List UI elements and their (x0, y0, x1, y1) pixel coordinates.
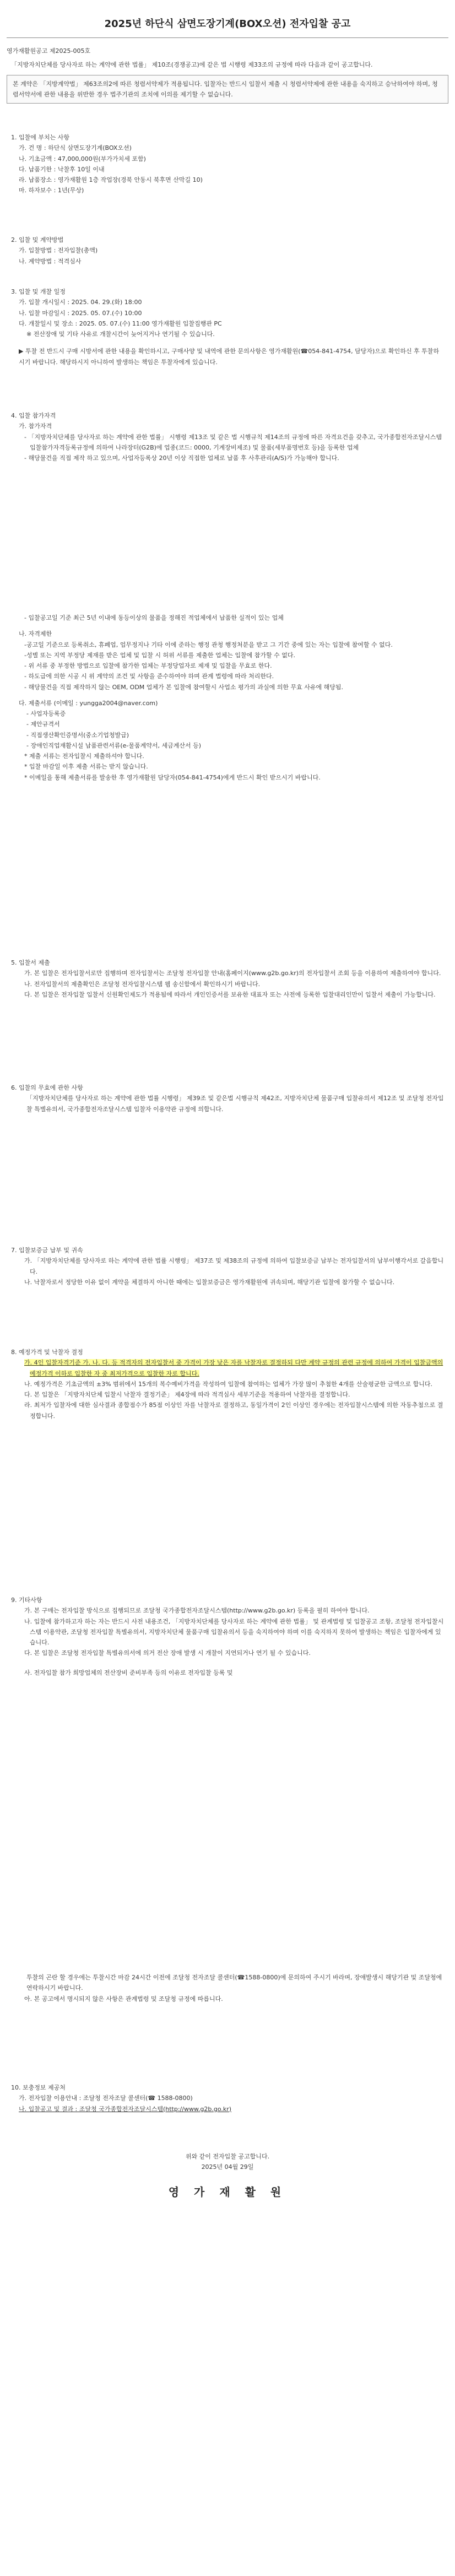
list-item: 가. 건 명 : 하단식 삼면도장기계(BOX오션) (19, 144, 132, 152)
list-item: - 하도급에 의한 시공 시 위 계약의 조건 및 사항을 준수하여야 하며 관계 법령에 따라 처리한다. (24, 673, 274, 680)
list-item: - 위 서류 중 부정한 방법으로 입찰에 참가한 업체는 부정당업자로 제재 및 입찰을 무효로 한다. (24, 662, 272, 669)
subsection-heading: 다. 제출서류 (이메일 : yungga2004@naver.com) (19, 699, 158, 707)
list-item: 나. 예정가격은 기초금액의 ±3% 범위에서 15개의 복수예비가격을 작성하여 입찰에 참여하는 업체가 가장 많이 추첨한 4개를 산술평균한 금액으로 합니다. (24, 1380, 433, 1388)
list-item: - 해당물건을 직접 제작 하고 있으며, 사업자등록상 20년 이상 직접한 업체로 납품 후 사후관리(A/S)가 가능해야 합니다. (24, 454, 339, 462)
list-item: 나. 입찰에 참가하고자 하는 자는 반드시 사전 내용조건, 「지방자치단체를 당사자로 하는 계약에 관한 법률」 및 관계법령 및 입찰공고 조항, 조달청 전자입찰시스템 이용약관, 조달청 전자입찰 특별유의서, 지방자치단체 물품구매 입찰유의서 등을 숙지하여야 하며 이를 숙지하지 못하여 발생하는 책임은 입찰자에게 있습니다. (24, 1617, 444, 1646)
list-item: 라. 납품장소 : 영가재활원 1층 작업장(경북 안동시 북후면 산막길 10) (19, 176, 203, 183)
list-item: - 「지방자치단체를 당사자로 하는 계약에 관한 법률」 시행령 제13조 및 같은 법 시행규칙 제14조의 규정에 따른 자격요건을 갖추고, 국가종합전자조달시스템 입찰참가자격등록규정에 의하여 나라장터(G2B)에 업종(코드: 0000, 기계장비제조) 및 물품(세부품명번호 등)을 등록한 업체 (24, 433, 442, 451)
note: * 입찰 마감일 이후 제출 서류는 받지 않습니다. (24, 763, 148, 771)
list-item: 사. 전자입찰 참가 희망업체의 전산장비 준비부족 등의 이유로 전자입찰 등록 및 (24, 1669, 233, 1676)
list-item: 가. 본 구매는 전자입찰 방식으로 집행되므로 조달청 국가종합전자조달시스템(http://www.g2b.go.kr) 등록을 필히 하여야 합니다. (24, 1607, 370, 1615)
reference-link[interactable]: 나. 입찰공고 및 결과 : 조달청 국가종합전자조달시스템(http://www.g2b.go.kr) (19, 2105, 232, 2113)
section-5 (11, 957, 444, 1000)
section-heading: 9. 기타사항 (11, 1597, 42, 1604)
list-item: - 사업자등록증 (26, 710, 66, 717)
section-9-continued (11, 1972, 444, 2004)
list-item: 가. 「지방자치단체를 당사자로 하는 계약에 관한 법률 시행령」 제37조 및 제38조의 규정에 의하여 입찰보증금 납부는 전자입찰서의 납부이행각서로 갈음합니다. (24, 1257, 444, 1275)
list-item: - 해당물건을 직접 제작하지 않는 OEM, ODM 업체가 본 입찰에 참여할시 사업소 평가의 과실에 의한 무효 사유에 해당됨. (24, 683, 344, 691)
list-item: 나. 기초금액 : 47,000,000원(부가가치세 포함) (19, 155, 146, 163)
integrity-notice-box: 본 계약은 「지방계약법」 제63조의2에 따른 청렴서약제가 적용됩니다. 입찰자는 반드시 입찰서 제출 시 청렴서약제에 관한 내용을 숙지하고 승낙하여야 하며, 청렴서약서에 관한 내용을 위반한 경우 법주기관의 조치에 이의를 제기할 수 없습니다. (7, 75, 448, 104)
note: * 제출 서류는 전자입찰시 제출하셔야 합니다. (24, 753, 144, 760)
section-1 (11, 132, 444, 196)
list-item: 마. 하자보수 : 1년(무상) (19, 187, 84, 194)
section-heading: 10. 보충정보 제공처 (11, 2084, 66, 2091)
section-2 (11, 235, 444, 267)
list-item: 투찰의 곤란 할 경우에는 투찰시간 마감 24시간 이전에 조달청 전자조달 콜센터(☎1588-0800)에 문의하여 주시기 바라며, 장애발생시 해당기관 및 조달청에 연락하시기 바랍니다. (26, 1974, 442, 1992)
list-item: - 장애인직업재활시설 납품관련서류(e-물품계약서, 세금계산서 등) (26, 742, 202, 749)
note: * 이메일을 통해 제출서류를 발송한 후 영가재활원 담당자(054-841-4754)에게 반드시 확인 받으시기 바랍니다. (24, 773, 321, 781)
list-item: 라. 최저가 입찰자에 대한 심사결과 종합점수가 85점 이상인 자를 낙찰자로 결정하고, 동일가격이 2인 이상인 경우에는 전자입찰시스템에 의한 자동추첨으로 결정합니다. (24, 1401, 443, 1420)
list-item: 다. 본 입찰은 「지방자치단체 입찰시 낙찰자 결정기준」 제4장에 따라 적격심사 세부기준을 적용하여 낙찰자를 결정합니다. (24, 1391, 350, 1398)
section-heading: 5. 입찰서 제출 (11, 959, 50, 966)
section-heading: 2. 입찰 및 계약방법 (11, 236, 64, 243)
list-item: 다. 납품기한 : 낙찰후 10일 이내 (19, 165, 105, 173)
note: ※ 전산장애 및 기타 사유로 개찰시간이 늦어지거나 연기될 수 있습니다. (26, 331, 215, 338)
list-item: 가. 본 입찰은 전자입찰서로만 집행하며 전자입찰서는 조달청 전자입찰 안내(홈페이지(www.g2b.go.kr)의 전자입찰서 조회 등을 이용하여 제출하여야 합니다. (24, 970, 441, 977)
list-item (11, 2104, 444, 2114)
list-item: 나. 입찰 마감일시 : 2025. 05. 07.(수) 10:00 (19, 309, 142, 317)
list-item: 다. 본 입찰은 전자입찰 입찰서 신원확인제도가 적용됨에 따라서 개인인증서를 보유한 대표자 또는 사전에 등록한 입찰대리인만이 입찰서 제출이 가능합니다. (24, 991, 436, 998)
list-item: 아. 본 공고에서 명시되지 않은 사항은 관계법령 및 조달청 규정에 따릅니다. (24, 1995, 223, 2003)
intro-text: 「지방자치단체를 당사자로 하는 계약에 관한 법률」 제10조(경쟁공고)에 같은 법 시행령 제33조의 규정에 따라 다음과 같이 공고합니다. (11, 61, 373, 69)
section-9 (11, 1595, 444, 1678)
list-item: 가. 전자입찰 이용안내 : 조달청 전자조달 콜센터(☎ 1588-0800) (19, 2095, 193, 2102)
list-item: 가. 입찰방법 : 전자입찰(총액) (19, 247, 98, 255)
section-4 (11, 410, 444, 463)
section-heading: 8. 예정가격 및 낙찰자 결정 (11, 1349, 83, 1356)
subsection-heading: 가. 참가자격 (19, 423, 52, 430)
organization-name: 영 가 재 활 원 (168, 2185, 287, 2199)
closing-line: 위와 같이 전자입찰 공고합니다. (185, 2153, 270, 2160)
section-7 (11, 1245, 444, 1287)
list-item: 나. 전자입찰서의 제출확인은 조달청 전자입찰시스템 웹 송신함에서 확인하시기 바랍니다. (24, 980, 261, 988)
list-item: - 입찰공고일 기준 최근 5년 이내에 동등이상의 물품을 정해진 적업체에서 납품한 실적이 있는 업체 (24, 614, 284, 621)
publication-number: 영가재활원공고 제2025-005호 (7, 47, 91, 55)
title-divider (7, 37, 448, 38)
section-6 (11, 1083, 444, 1114)
section-heading: 1. 입찰에 부치는 사항 (11, 134, 69, 141)
list-item: 다. 본 입찰은 조달청 전자입찰 특별유의서에 의거 전산 장애 발생 시 개찰이 지연되거나 연기 될 수 있습니다. (24, 1649, 311, 1657)
list-item: 나. 낙찰자로서 정당한 이유 없이 계약을 체결하지 아니한 때에는 입찰보증금은 영가재활원에 귀속되며, 해당기관 입찰에 참가할 수 없습니다. (24, 1278, 395, 1286)
list-item: 「지방자치단체를 당사자로 하는 계약에 관한 법률 시행령」 제39조 및 같은법 시행규칙 제42조, 지방자치단체 물품구매 입찰유의서 제12조 및 조달청 전자입찰 특별유의서, 국가종합전자조달시스템 입찰자 이용약관 규정에 의합니다. (26, 1095, 444, 1113)
inquiry-notice: ▶ 투찰 전 반드시 구매 시방서에 관한 내용을 확인하시고, 구매사양 및 내역에 관한 문의사항은 영가재활원(☎054-841-4754, 담당자)으로 확인하신 후 투찰하시기 바랍니다. 해당하시지 아니하여 발생하는 책임은 투찰자에게 있습니다. (19, 348, 440, 366)
section-4-continued (11, 613, 444, 783)
highlighted-text: 가. 4인 입찰자격기준 가. 나. 다. 등 적격자의 전자입찰서 중 가격이 가장 낮은 자를 낙찰자로 결정하되 다만 계약 규정의 관련 규정에 의하여 가격이 입찰금액의 예정가격 이하로 입찰한 자 중 최저가격으로 입찰한 자로 합니다. (24, 1359, 443, 1377)
section-10 (11, 2082, 444, 2114)
section-heading: 6. 입찰의 무효에 관한 사항 (11, 1084, 83, 1091)
list-item: - 제안규격서 (26, 721, 60, 728)
list-item: -성별 또는 지역 부정당 제재를 받은 업체 및 입찰 시 허위 서류를 제출한 업체는 입찰에 참가할 수 없다. (24, 651, 295, 659)
list-item: - 직접생산확인증명서(중소기업청발급) (26, 731, 129, 739)
page-title: 2025년 하단식 삼면도장기계(BOX오션) 전자입찰 공고 (104, 18, 351, 30)
section-heading: 3. 입찰 및 개찰 일정 (11, 288, 66, 295)
notice-date: 2025년 04월 29일 (201, 2163, 254, 2171)
section-heading: 4. 입찰 참가자격 (11, 412, 56, 419)
list-item: -공고일 기준으로 등록취소, 휴폐업, 업무정지나 기타 이에 준하는 행정 관청 행정처분을 받고 그 기간 중에 있는 자는 입찰에 참여할 수 없다. (24, 641, 393, 648)
list-item (11, 1357, 444, 1379)
signature-block (0, 2151, 455, 2202)
section-8 (11, 1347, 444, 1421)
list-item: 나. 계약방법 : 적격심사 (19, 257, 82, 265)
list-item: 다. 개찰일시 및 장소 : 2025. 05. 07.(수) 11:00 영가재활원 입찰집행관 PC (19, 320, 222, 327)
section-3 (11, 286, 444, 367)
list-item: 가. 입찰 개시일시 : 2025. 04. 29.(화) 18:00 (19, 299, 142, 306)
subsection-heading: 나. 자격제한 (19, 630, 52, 638)
section-heading: 7. 입찰보증금 납부 및 귀속 (11, 1247, 83, 1254)
